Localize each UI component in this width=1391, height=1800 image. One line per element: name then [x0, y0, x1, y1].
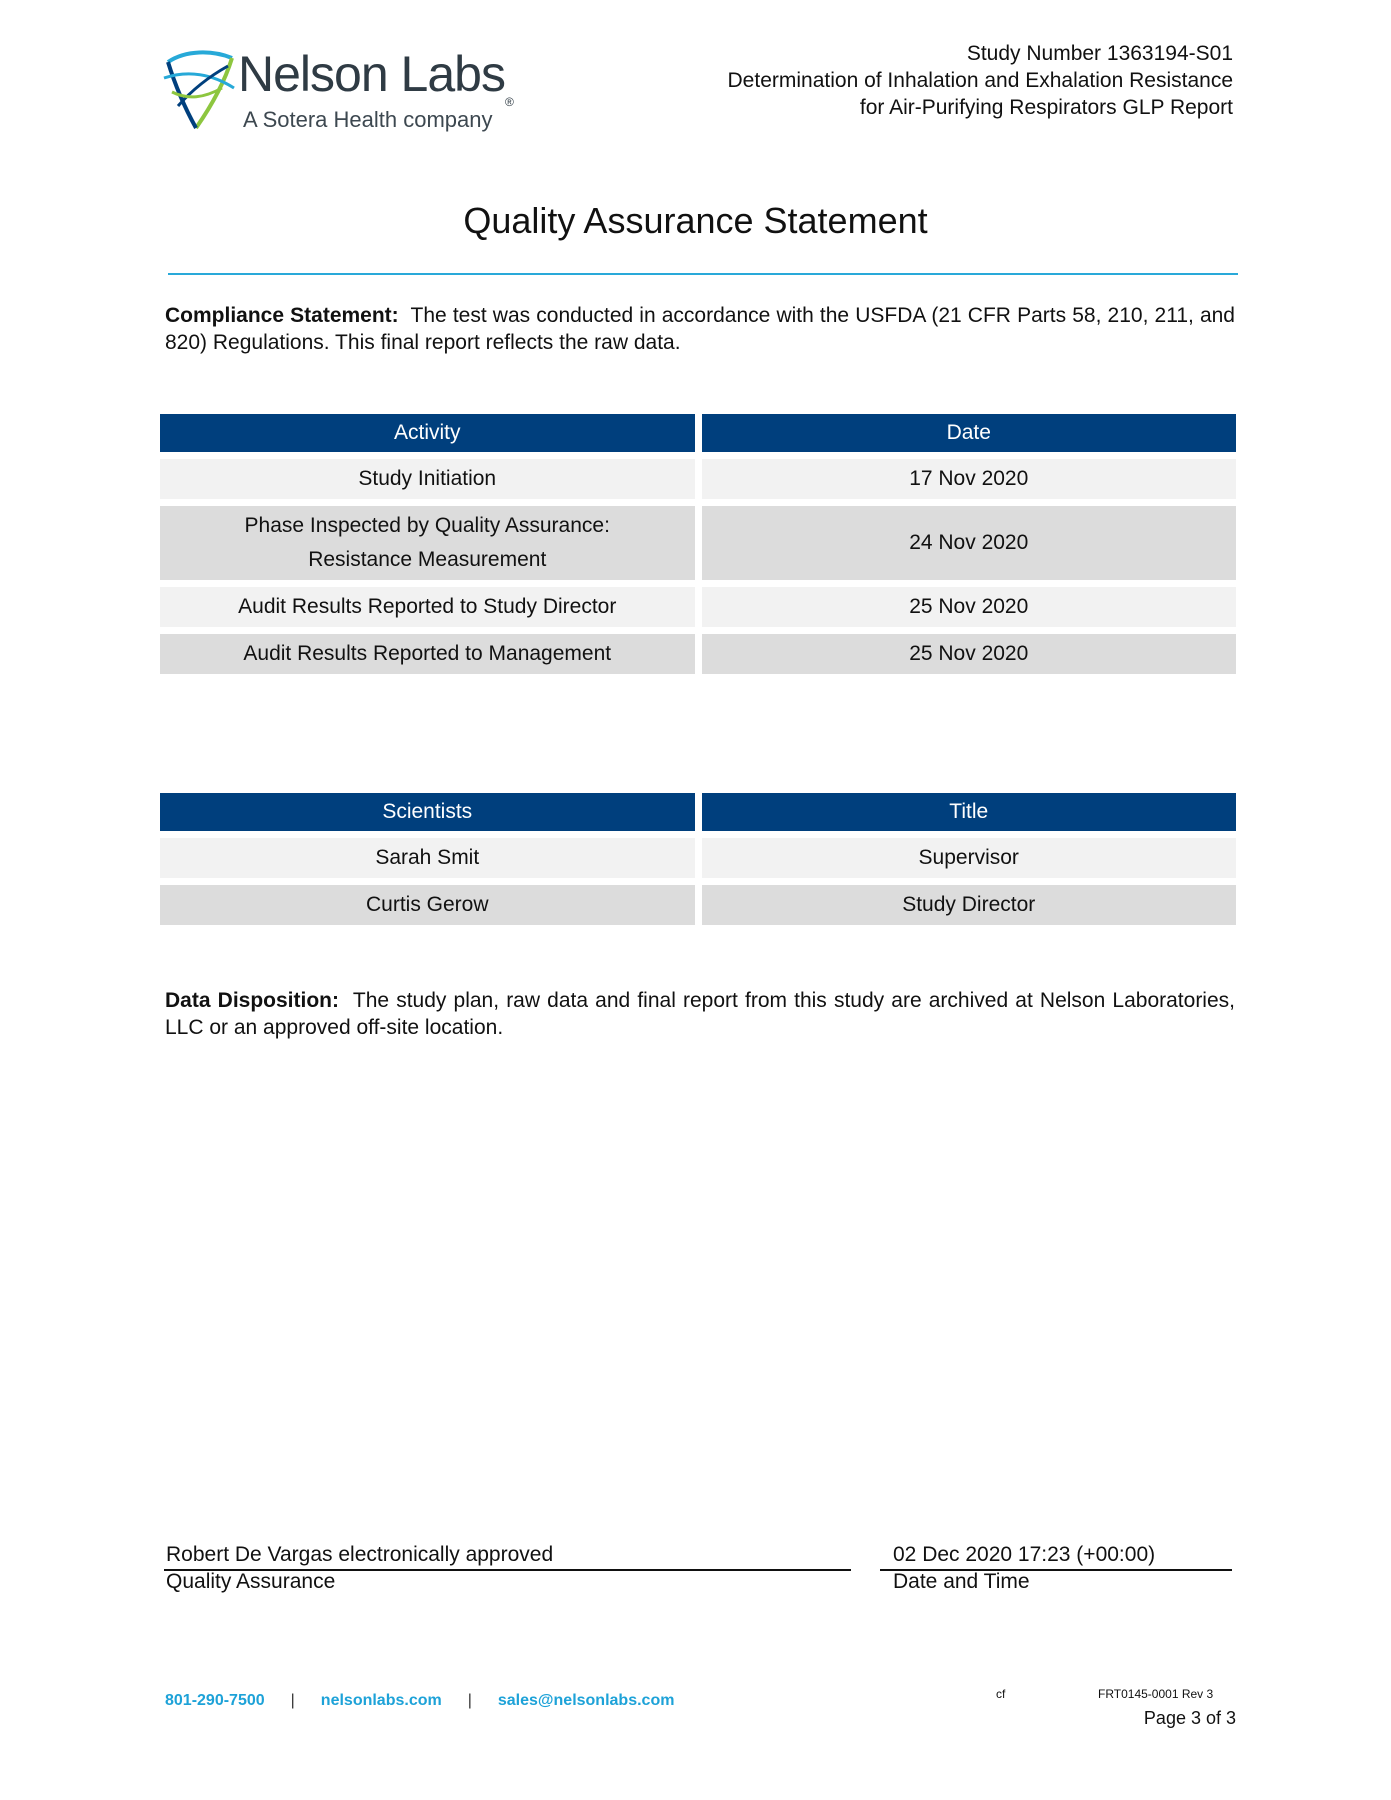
table-header-row [160, 414, 1236, 452]
activity-cell-line-1: Phase Inspected by Quality Assurance: [244, 514, 610, 537]
table-row [160, 634, 1236, 674]
scientist-title-cell: Study Director [702, 885, 1237, 925]
scientist-title-cell: Supervisor [702, 838, 1237, 878]
footer-phone: 801-290-7500 [165, 1692, 265, 1709]
report-title-line-1: Determination of Inhalation and Exhalation Resistance [727, 69, 1233, 92]
data-disposition-text: The study plan, raw data and final report from this study are archived at Nelson Laboratories, LLC or an approved off-site location. [165, 989, 1235, 1039]
table-row [160, 885, 1236, 925]
signature-role: Quality Assurance [166, 1570, 336, 1593]
compliance-text: The test was conducted in accordance with the USFDA (21 CFR Parts 58, 210, 211, and 820) Regulations. This final report reflects the raw data. [165, 304, 1235, 354]
activity-table [153, 407, 1243, 681]
study-number: Study Number 1363194-S01 [966, 42, 1233, 65]
signature-datetime: 02 Dec 2020 17:23 (+00:00) [893, 1543, 1156, 1566]
table-row [160, 838, 1236, 878]
logo-wordmark: Nelson Labs® [238, 46, 513, 109]
activity-cell: Audit Results Reported to Management [160, 634, 695, 674]
compliance-statement [165, 302, 1235, 356]
footer-website-link[interactable]: nelsonlabs.com [320, 1692, 442, 1709]
datetime-label: Date and Time [893, 1570, 1030, 1593]
date-cell: 25 Nov 2020 [702, 634, 1237, 674]
report-title-line-2: for Air-Purifying Respirators GLP Report [859, 96, 1233, 119]
data-disposition [165, 987, 1235, 1041]
footer-separator: | [290, 1692, 295, 1709]
page-title: Quality Assurance Statement [463, 200, 928, 241]
footer-form-code: FRT0145-0001 Rev 3 [1098, 1687, 1214, 1701]
page-number: Page 3 of 3 [1143, 1708, 1236, 1728]
column-header-date: Date [702, 414, 1237, 452]
logo-mark-icon [162, 48, 236, 132]
report-header [728, 40, 1233, 121]
activity-cell [160, 506, 695, 580]
table-row [160, 587, 1236, 627]
company-logo [162, 44, 542, 140]
date-cell: 17 Nov 2020 [702, 459, 1237, 499]
title-divider [168, 273, 1238, 275]
table-header-row [160, 793, 1236, 831]
column-header-title: Title [702, 793, 1237, 831]
activity-cell: Audit Results Reported to Study Director [160, 587, 695, 627]
activity-cell-line-2: Resistance Measurement [308, 548, 547, 571]
footer-initials: cf [996, 1687, 1006, 1701]
footer-contact [165, 1692, 674, 1710]
footer-separator: | [467, 1692, 472, 1709]
footer-email-link[interactable]: sales@nelsonlabs.com [497, 1692, 675, 1709]
column-header-scientists: Scientists [160, 793, 695, 831]
date-cell: 25 Nov 2020 [702, 587, 1237, 627]
date-cell: 24 Nov 2020 [702, 506, 1237, 580]
data-disposition-label: Data Disposition: [165, 989, 339, 1012]
table-row [160, 459, 1236, 499]
scientist-name-cell: Curtis Gerow [160, 885, 695, 925]
column-header-activity: Activity [160, 414, 695, 452]
logo-tagline: A Sotera Health company [243, 107, 493, 132]
scientist-name-cell: Sarah Smit [160, 838, 695, 878]
table-row [160, 506, 1236, 580]
compliance-label: Compliance Statement: [165, 304, 399, 327]
activity-cell: Study Initiation [160, 459, 695, 499]
approval-text: Robert De Vargas electronically approved [166, 1543, 554, 1566]
scientists-table [153, 786, 1243, 932]
